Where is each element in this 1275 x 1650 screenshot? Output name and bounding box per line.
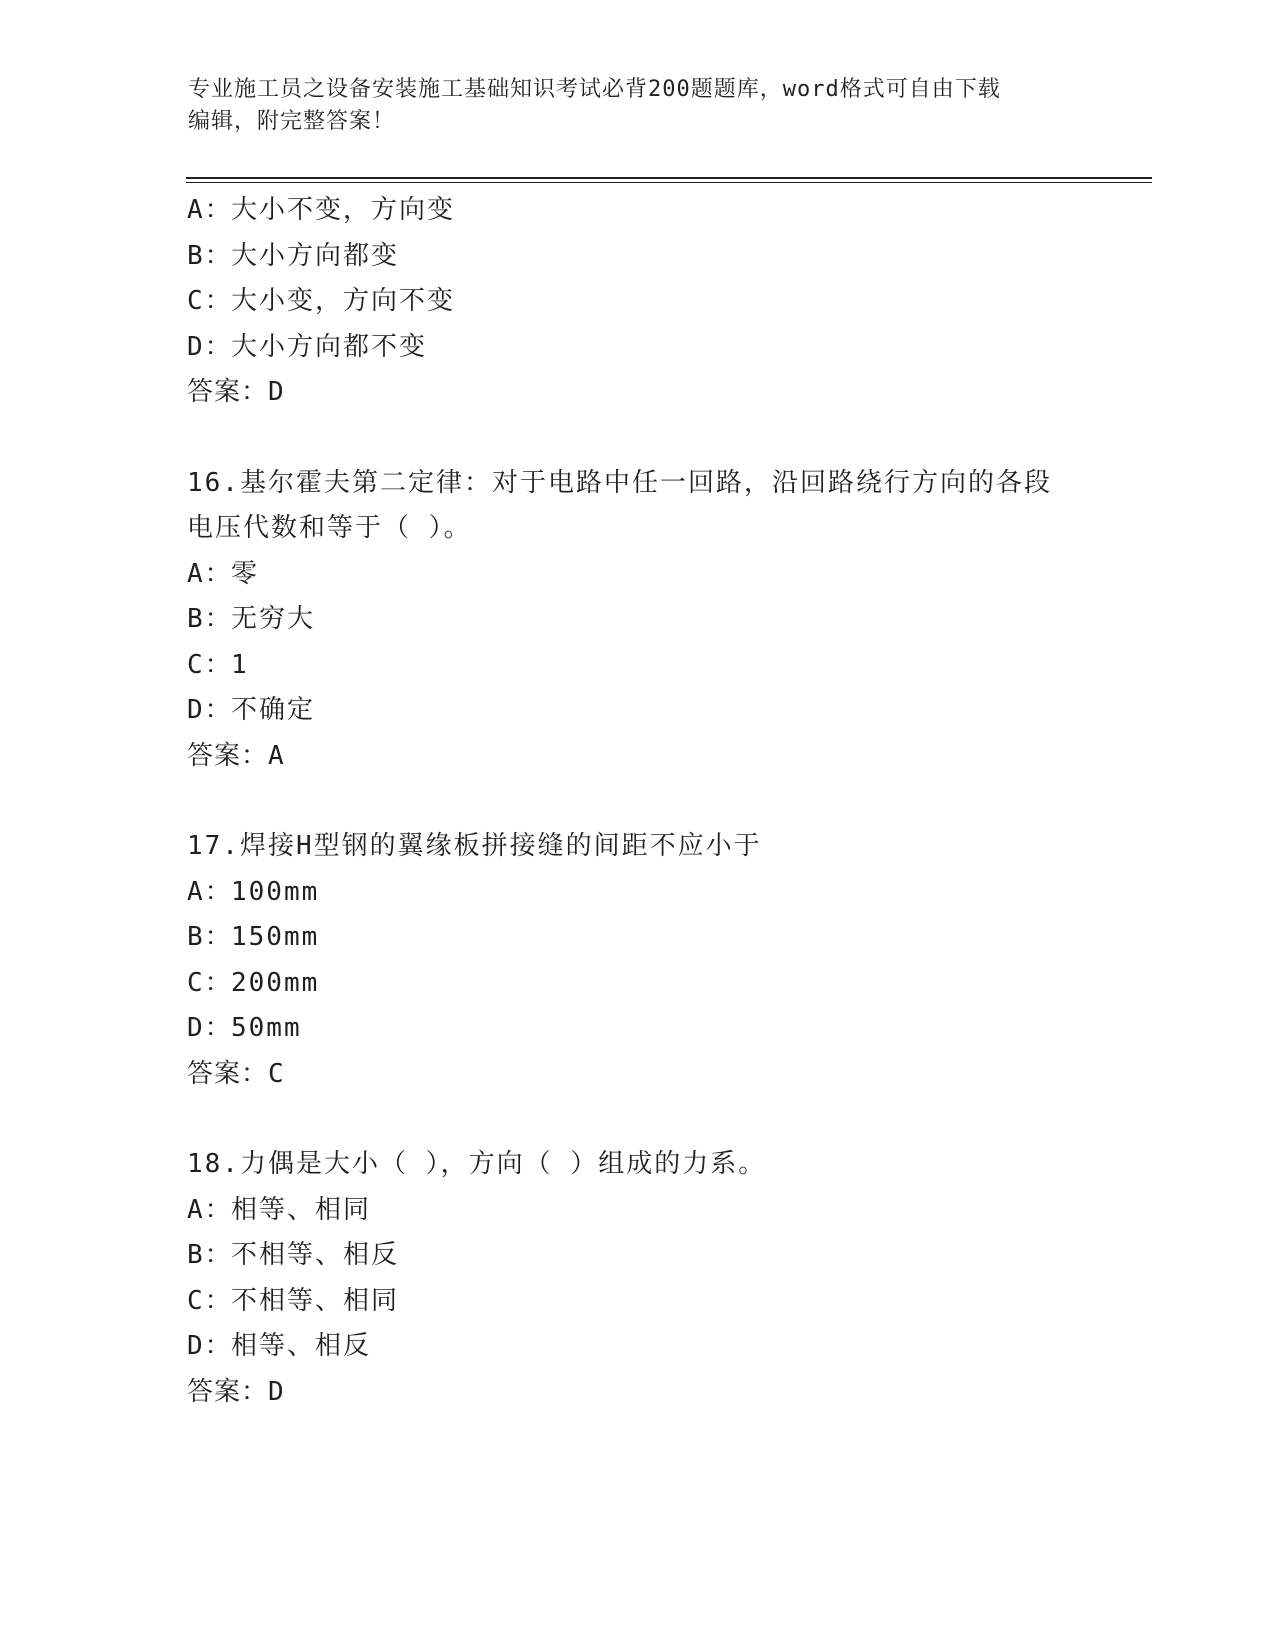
document-header <box>188 74 1078 138</box>
question-18-block <box>187 1142 1087 1415</box>
answer-line <box>187 1052 1087 1098</box>
spacer <box>187 416 1087 461</box>
option-d <box>187 325 1087 371</box>
option-b <box>187 915 1087 961</box>
header-title-line-2: 编辑，附完整答案！ <box>188 109 396 134</box>
option-key: B： <box>187 1240 233 1270</box>
header-title-line-1: 专业施工员之设备安装施工基础知识考试必背200题题库，word格式可自由下载 <box>188 77 1001 102</box>
answer-line <box>187 734 1087 780</box>
question-stem-line-1: 16.基尔霍夫第二定律：对于电路中任一回路，沿回路绕行方向的各段 <box>187 467 1052 498</box>
option-text: 相等、相反 <box>231 1331 372 1361</box>
answer-line <box>187 1370 1087 1416</box>
option-key: C： <box>187 967 233 998</box>
option-text: 大小不变，方向变 <box>231 195 456 225</box>
option-key: B： <box>187 922 233 952</box>
option-text: 100mm <box>231 876 320 907</box>
option-a <box>187 552 1087 598</box>
question-list <box>187 188 1087 1415</box>
option-key: C： <box>187 286 233 316</box>
option-b <box>187 597 1087 643</box>
option-key: C： <box>187 649 233 680</box>
option-c <box>187 961 1087 1007</box>
header-divider-thin <box>186 182 1152 183</box>
option-text: 不相等、相同 <box>231 1285 400 1316</box>
question-stem-line-1: 17.焊接H型钢的翼缘板拼接缝的间距不应小于 <box>187 831 762 861</box>
answer-label: 答案： <box>187 1376 269 1407</box>
option-c <box>187 643 1087 689</box>
answer-label: 答案： <box>187 740 269 771</box>
option-a <box>187 1188 1087 1234</box>
question-17-block <box>187 824 1087 1097</box>
option-text: 不确定 <box>231 695 316 725</box>
option-text: 50mm <box>231 1013 302 1043</box>
spacer <box>187 1097 1087 1142</box>
header-divider <box>186 177 1152 179</box>
option-text: 大小方向都变 <box>231 240 400 271</box>
option-d <box>187 1324 1087 1370</box>
option-key: A： <box>187 195 233 225</box>
option-text: 无穷大 <box>231 604 316 634</box>
answer-label: 答案： <box>187 377 269 407</box>
option-text: 大小变，方向不变 <box>231 286 456 316</box>
answer-value: C <box>268 1058 285 1089</box>
answer-value: A <box>268 740 285 771</box>
question-stem-line-2: 电压代数和等于（ ）。 <box>187 513 472 543</box>
option-d <box>187 1006 1087 1052</box>
option-d <box>187 688 1087 734</box>
option-key: D： <box>187 1013 233 1043</box>
option-text: 零 <box>231 558 260 589</box>
option-text: 150mm <box>231 922 320 952</box>
option-key: C： <box>187 1285 233 1316</box>
option-text: 相等、相同 <box>231 1194 372 1225</box>
option-key: D： <box>187 695 233 725</box>
option-key: B： <box>187 604 233 634</box>
option-c <box>187 1279 1087 1325</box>
option-c <box>187 279 1087 325</box>
option-b <box>187 234 1087 280</box>
option-text: 200mm <box>231 967 320 998</box>
option-key: B： <box>187 240 233 271</box>
question-16-block <box>187 461 1087 780</box>
option-a <box>187 188 1087 234</box>
option-key: D： <box>187 1331 233 1361</box>
question-stem-line-1: 18.力偶是大小（ ），方向（ ）组成的力系。 <box>187 1149 767 1179</box>
answer-line <box>187 370 1087 416</box>
answer-label: 答案： <box>187 1058 269 1089</box>
option-text: 大小方向都不变 <box>231 331 428 362</box>
answer-value: D <box>268 1376 285 1407</box>
option-key: D： <box>187 331 233 362</box>
answer-value: D <box>268 377 285 407</box>
spacer <box>187 779 1087 824</box>
option-key: A： <box>187 1194 233 1225</box>
option-a <box>187 870 1087 916</box>
option-text: 1 <box>231 649 249 680</box>
option-key: A： <box>187 876 233 907</box>
question-15-block <box>187 188 1087 416</box>
option-b <box>187 1233 1087 1279</box>
option-key: A： <box>187 558 233 589</box>
option-text: 不相等、相反 <box>231 1240 400 1270</box>
